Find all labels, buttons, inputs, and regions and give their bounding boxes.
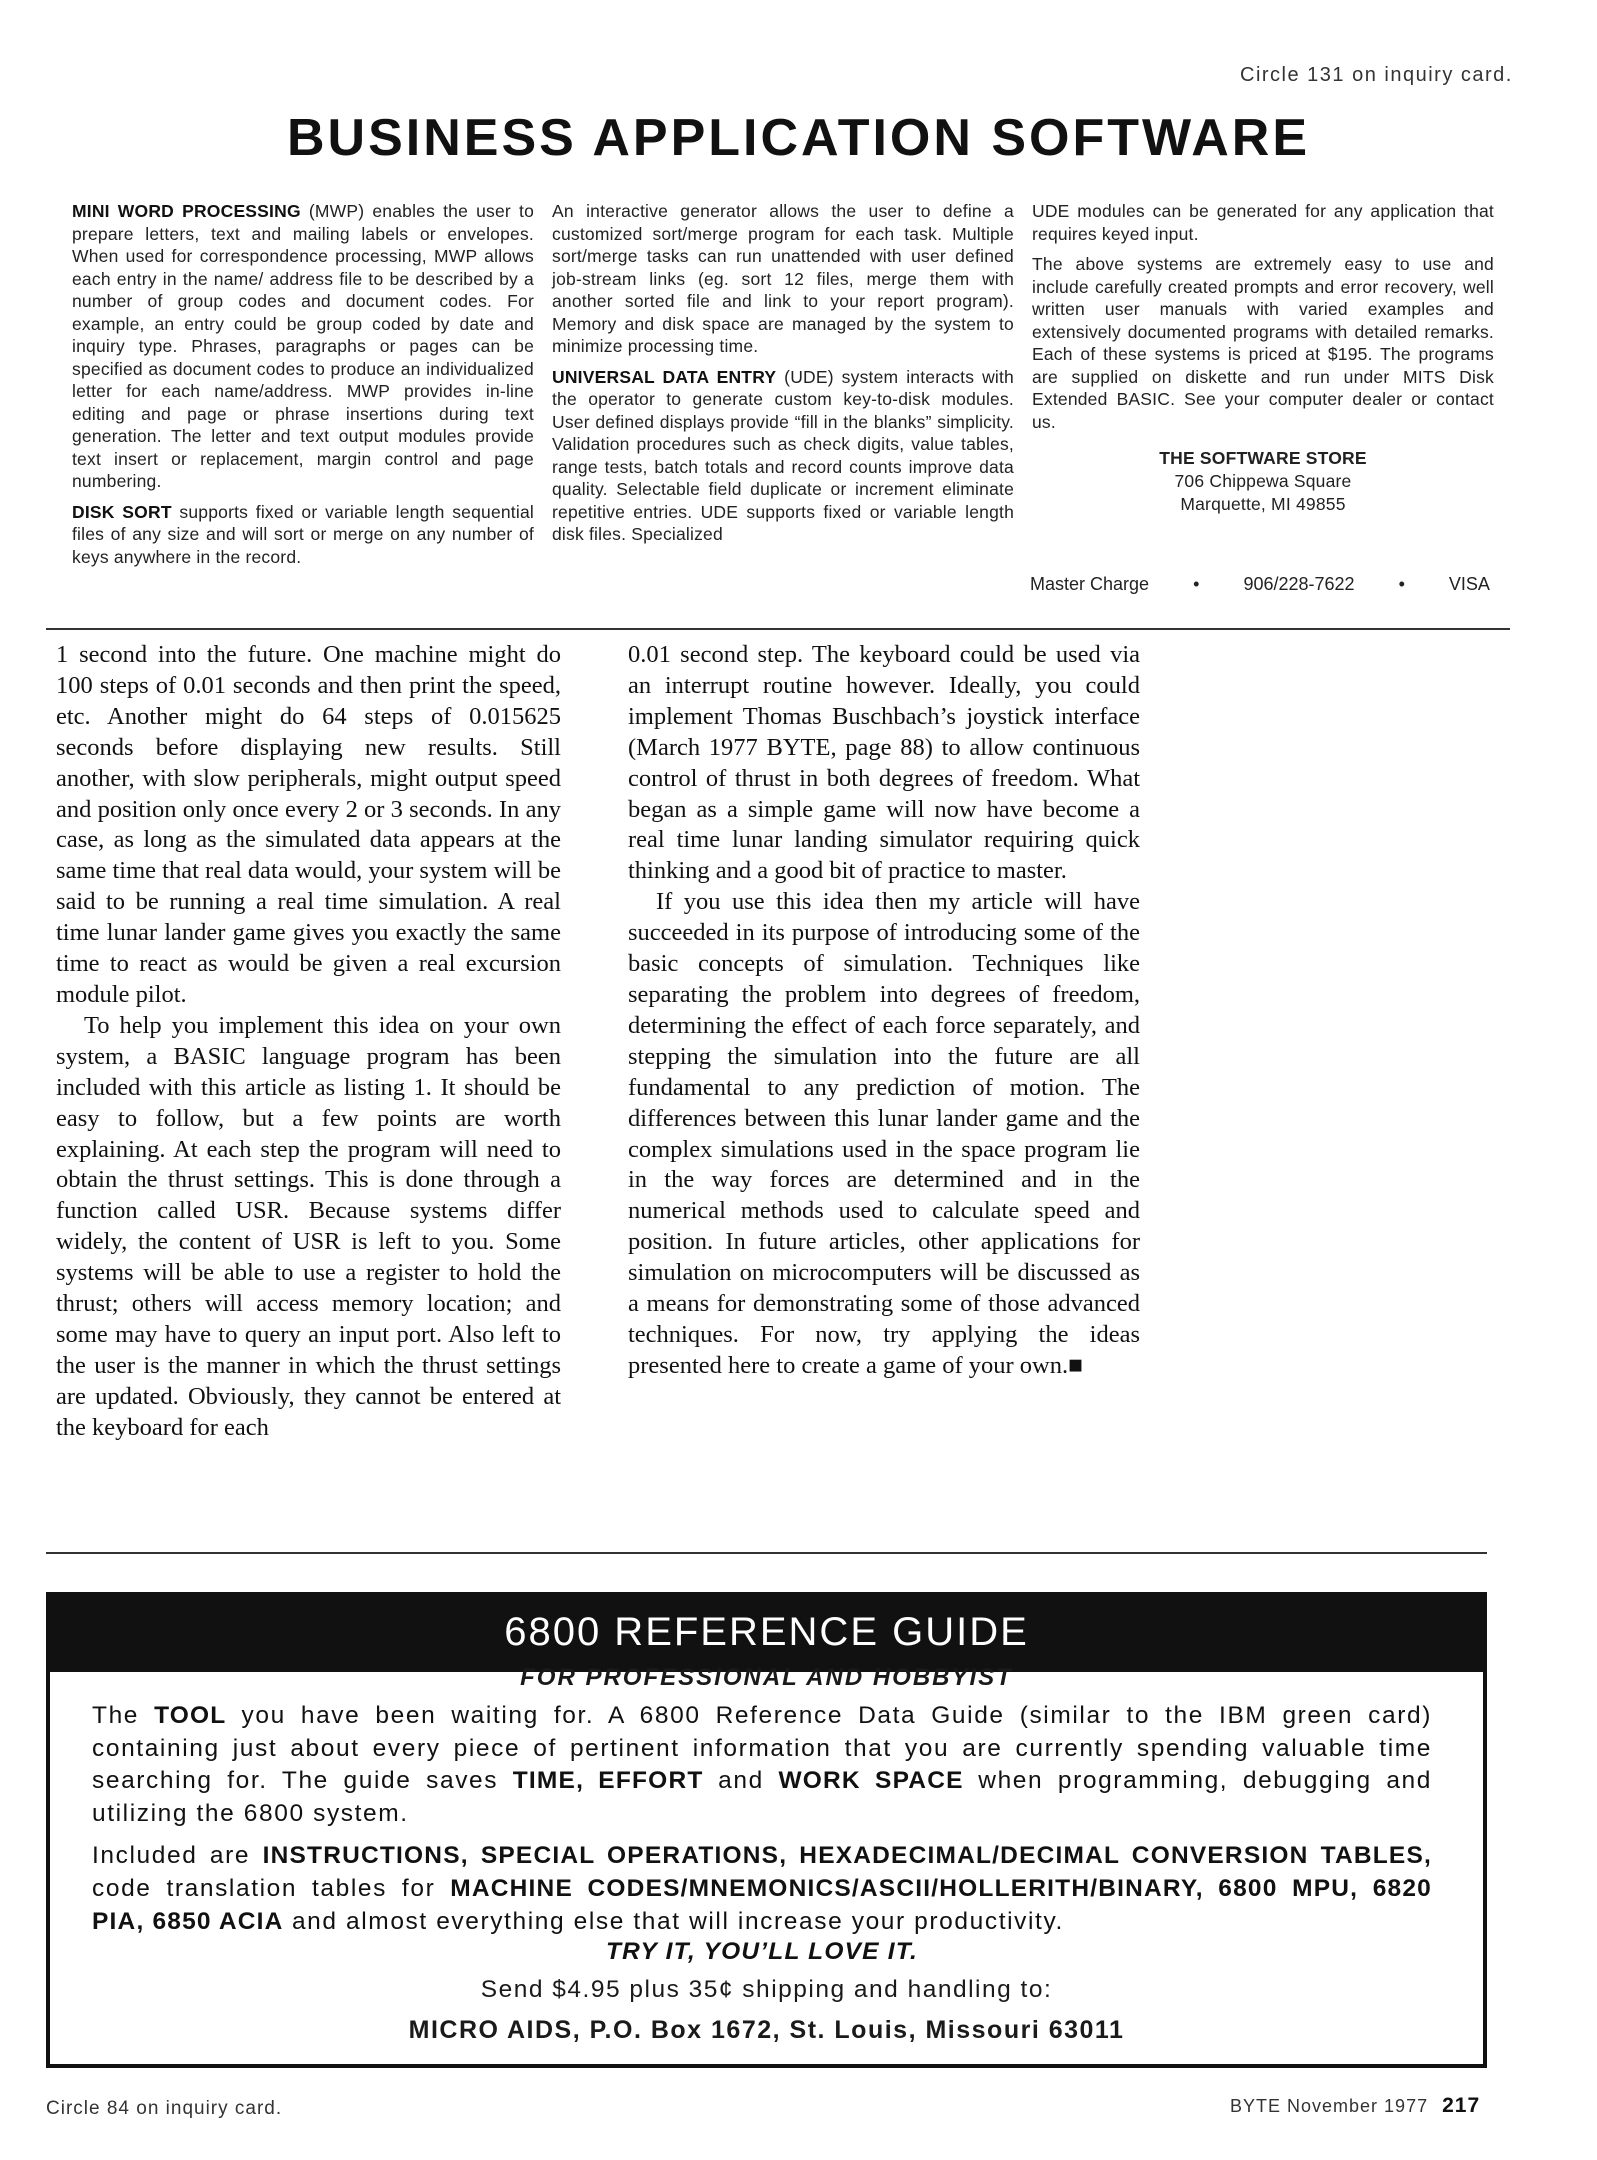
article-paragraph: 1 second into the future. One machine might do 100 steps of 0.01 seconds and then print the speed, etc. Another might do 64 steps of 0.015625 seconds before displaying new results. Still another, with slow peripherals, might output speed and position only once every 2 or 3 seconds. In any case, as long as the simulated data appears at the same time that real data would, your system will be said to be running a real time simulation. A real time lunar lander game gives you exactly the same time to react as would be given a real excursion module pilot. [56,641,561,1008]
reference-guide-price: Send $4.95 plus 35¢ shipping and handling to: [480,1976,1053,2003]
reference-guide-body [92,1700,1432,1979]
reference-guide-slogan: TRY IT, YOU’LL LOVE IT. [605,1938,919,1966]
ad-mwp-lead: MINI WORD PROCESSING [72,201,301,221]
ad-disk-sort-lead: DISK SORT [72,501,172,522]
ad-systems-paragraph: The above systems are extremely easy to use and include carefully created prompts and error recovery, well written user manuals with varied examples and extensively documented programs with detailed remarks. Each of these systems is priced at $195. The programs are supplied on diskette and run under MITS Disk Extended BASIC. See your computer dealer or contact us. [1032,254,1494,432]
ref-text: The [92,1702,155,1729]
ad-generator-paragraph: An interactive generator allows the user to define a customized sort/merge program for each task. Multiple sort/merge tasks can run unattended with user defined job-stream links (eg. sort 12 files, merge them with another sorted file and link to your report program). Memory and disk space are managed by the system to minimize processing time. [552,201,1014,356]
store-name: THE SOFTWARE STORE [1159,448,1367,468]
payment-line [1030,574,1490,595]
ad-mwp-paragraph [72,200,534,493]
ref-text: code translation tables for [92,1874,451,1902]
store-street: 706 Chippewa Square [1174,471,1352,491]
end-mark-icon: ■ [1068,1351,1083,1379]
ad-mwp-text: (MWP) enables the user to prepare letters, text and mailing labels or envelopes. When used for correspondence processing, MWP allows each entry in the name/ address file to be described by a number of group codes and document codes. For example, an entry could be group coded by date and inquiry type. Phrases, paragraphs or pages can be specified as document codes to produce an individualized letter for each name/address. MWP provides in-line editing and page or phrase insertions during text generation. The letter and text output modules provide text insert or replacement, margin control and page numbering. [72,201,535,491]
article-paragraph: To help you implement this idea on your own system, a BASIC language program has been included with this article as listing 1. It should be easy to follow, but a few points are worth explaining. At each step the program will need to obtain the thrust settings. This is done through a function called USR. Because systems differ widely, the content of USR is left to you. Some systems will be able to use a register to hold the thrust; others will access memory location; and some may have to query an input port. Also left to the user is the manner in which the thrust settings are updated. Obviously, they cannot be entered at the keyboard for each [56,1011,561,1441]
ref-text: Included are [92,1842,263,1870]
ref-text: and [703,1767,779,1795]
bullet-separator: • [1398,574,1405,594]
article-column-right [628,640,1140,1382]
bullet-separator: • [1193,574,1200,594]
ref-text: and almost everything else that will increase your productivity. [283,1907,1064,1935]
ref-emphasis-work-space: WORK SPACE [778,1767,964,1795]
ad-title: BUSINESS APPLICATION SOFTWARE [286,109,1311,167]
ref-text: you have been waiting for. A 6800 Reference Data Guide (similar to the IBM green card) containing just about every piece of pertinent information that you are currently spending valuable time searching for. The guide saves [92,1702,1432,1795]
reference-guide-subtitle: FOR PROFESSIONAL AND HOBBYIST [520,1664,1013,1691]
master-charge-label: Master Charge [1030,574,1150,594]
reference-guide-paragraph-2 [92,1840,1432,1938]
ad-ude-modules-paragraph: UDE modules can be generated for any application that requires keyed input. [1032,201,1494,244]
article-paragraph [628,887,1140,1382]
reference-guide-title: 6800 REFERENCE GUIDE [46,1592,1487,1672]
ref-emphasis-contents: INSTRUCTIONS, SPECIAL OPERATIONS, HEXADECIMAL/DECIMAL CONVERSION TABLES, [262,1842,1432,1870]
ref-emphasis-codes: MACHINE CODES/MNEMONICS/ASCII/HOLLERITH/BINARY, 6800 MPU, 6820 PIA, 6850 ACIA [92,1874,1432,1935]
ad-column-1 [72,200,534,576]
reference-guide-address: MICRO AIDS, P.O. Box 1672, St. Louis, Missouri 63011 [408,2016,1125,2044]
ref-emphasis-tool: TOOL [154,1702,227,1729]
reference-guide-slogan-line [92,1936,1432,1969]
inquiry-card-notice-bottom: Circle 84 on inquiry card. [46,2098,283,2119]
article-column-left [56,640,561,1444]
ad-column-3 [1032,200,1494,516]
inquiry-card-notice-top: Circle 131 on inquiry card. [1240,64,1513,86]
reference-guide-paragraph-1 [92,1700,1432,1830]
ad-ude-paragraph [552,366,1014,546]
ad-column-2 [552,200,1014,554]
ad-disk-sort-text: supports fixed or variable length sequential files of any size and will sort or merge on any number of keys anywhere in the record. [72,501,534,567]
ref-text: when programming, debugging and utilizing the 6800 system. [92,1767,1432,1827]
store-address-block [1032,447,1494,516]
ad-ude-text: (UDE) system interacts with the operator to generate custom key-to-disk modules. User defined displays provide “fill in the blanks” simplicity. Validation procedures such as check digits, value tables, range tests, batch totals and record counts improve data quality. Selectable field duplicate or increment eliminate repetitive entries. UDE supports fixed or variable length disk files. Specialized [552,366,1014,544]
ad-disk-sort-paragraph [72,501,534,569]
issue-label: BYTE November 1977 [1230,2096,1429,2116]
visa-label: VISA [1448,574,1490,594]
article-paragraph: 0.01 second step. The keyboard could be used via an interrupt routine however. Ideally, you could implement Thomas Buschbach’s joystick interface (March 1977 BYTE, page 88) to allow continuous control of thrust in both degrees of freedom. What began as a simple game will now have become a real time lunar landing simulator requiring quick thinking and a good bit of practice to master. [628,641,1140,885]
ad-ude-lead: UNIVERSAL DATA ENTRY [552,366,777,387]
page-footer [1230,2094,1480,2118]
store-phone: 906/228-7622 [1243,574,1355,594]
divider-rule [46,628,1510,630]
ref-emphasis-time-effort: TIME, EFFORT [512,1767,704,1795]
page-number: 217 [1442,2094,1481,2117]
divider-rule [46,1552,1487,1554]
store-city: Marquette, MI 49855 [1180,494,1346,514]
article-closing-text: If you use this idea then my article will have succeeded in its purpose of introducing some of the basic concepts of simulation. Techniques like separating the problem into degrees of freedom, determining the effect of each force separately, and stepping the simulation into the future are all fundamental to any prediction of motion. The differences between this lunar lander game and the complex simulations used in the space program lie in the way forces are determined and in the numerical methods used to calculate speed and position. In future articles, other applications for simulation on microcomputers will be discussed as a means for demonstrating some of those advanced techniques. For now, try applying the ideas presented here to create a game of your own. [628,888,1140,1379]
